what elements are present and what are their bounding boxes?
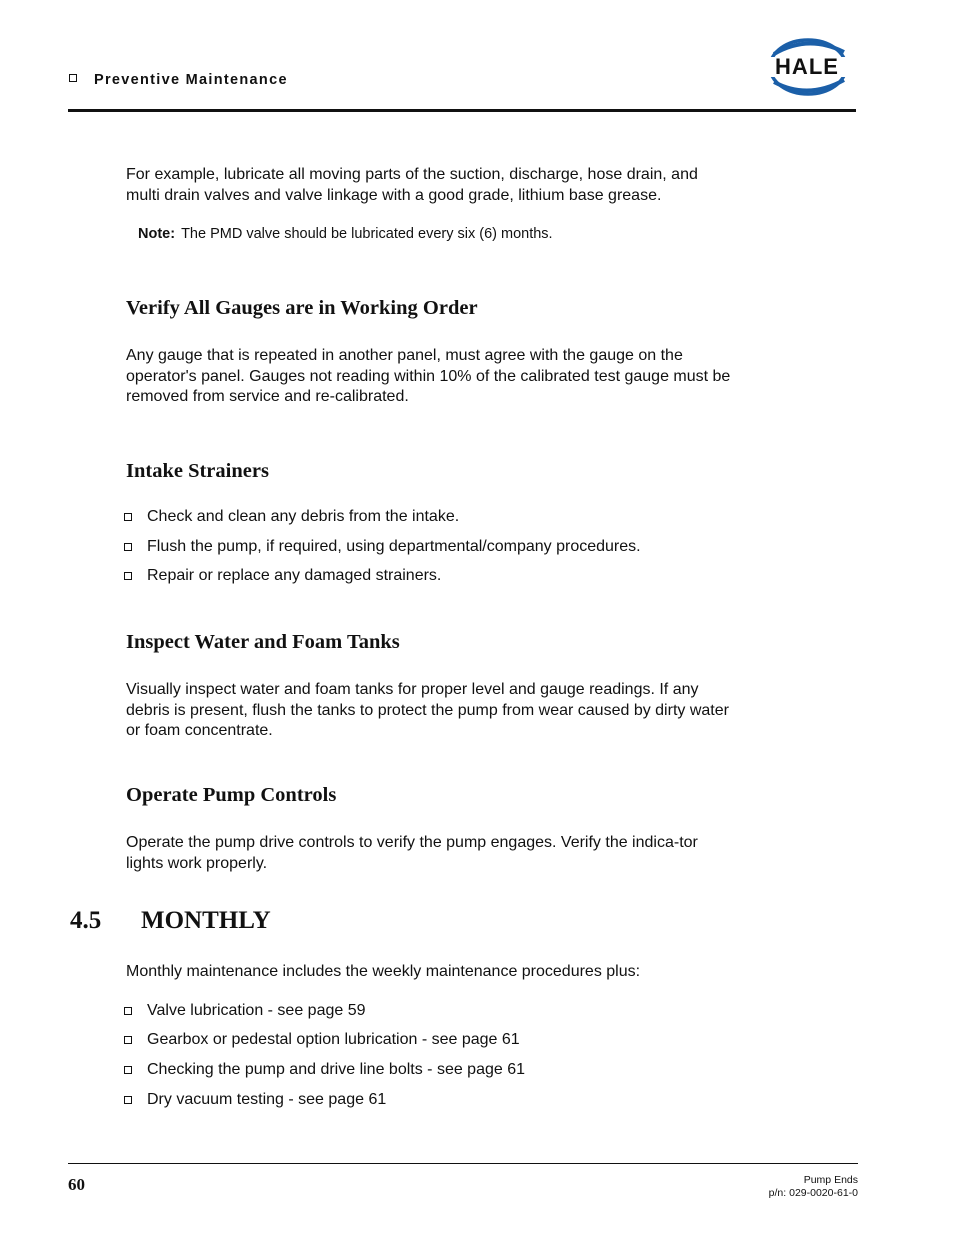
intro-paragraph: For example, lubricate all moving parts of the suction, discharge, hose drain, and multi drain valves and valve linkage with a good grade, lithium base grease. — [126, 166, 698, 204]
checkbox-bullet-icon — [124, 1096, 132, 1104]
list-item: Gearbox or pedestal option lubrication - see page 61 — [124, 1031, 520, 1049]
list-item: Checking the pump and drive line bolts - see page 61 — [124, 1061, 525, 1079]
list-item: Check and clean any debris from the intake. — [124, 508, 459, 526]
note-text: The PMD valve should be lubricated every six (6) months. — [181, 226, 553, 242]
note-label: Note: — [138, 226, 176, 242]
page-number: 60 — [68, 1175, 85, 1194]
checkbox-bullet-icon — [124, 1007, 132, 1015]
monthly-intro: Monthly maintenance includes the weekly maintenance procedures plus: — [126, 963, 641, 980]
checkbox-bullet-icon — [124, 1066, 132, 1074]
part-number: p/n: 029-0020-61-0 — [768, 1187, 858, 1199]
controls-paragraph: Operate the pump drive controls to verify the pump engages. Verify the indica-tor lights work properly. — [126, 834, 698, 872]
list-item: Repair or replace any damaged strainers. — [124, 567, 441, 585]
heading-controls: Operate Pump Controls — [126, 784, 337, 806]
note — [138, 226, 553, 242]
list-item: Valve lubrication - see page 59 — [124, 1002, 366, 1020]
gauges-paragraph: Any gauge that is repeated in another panel, must agree with the gauge on the operator's panel. Gauges not reading within 10% of the calibrated test gauge must be removed from service and re-calibrated. — [126, 347, 731, 405]
header-rule — [68, 109, 856, 112]
list-item: Flush the pump, if required, using departmental/company procedures. — [124, 538, 641, 556]
heading-strainers: Intake Strainers — [126, 460, 269, 482]
checkbox-bullet-icon — [124, 513, 132, 521]
checkbox-bullet-icon — [124, 1036, 132, 1044]
tanks-paragraph: Visually inspect water and foam tanks for proper level and gauge readings. If any debris is present, flush the tanks to protect the pump from wear caused by dirty water or foam concentrate. — [126, 681, 729, 739]
hale-logo — [756, 32, 856, 102]
checkbox-bullet-icon — [124, 572, 132, 580]
checkbox-bullet-icon — [124, 543, 132, 551]
heading-tanks: Inspect Water and Foam Tanks — [126, 631, 400, 653]
header-bullet-icon — [69, 74, 77, 82]
footer-info — [769, 1174, 858, 1200]
list-item: Dry vacuum testing - see page 61 — [124, 1091, 386, 1109]
running-header: Preventive Maintenance — [94, 72, 288, 88]
logo-text: HALE — [775, 54, 839, 79]
footer-rule — [68, 1163, 858, 1164]
section-title: MONTHLY — [141, 907, 271, 934]
section-number: 4.5 — [70, 907, 102, 934]
doc-title: Pump Ends — [803, 1174, 858, 1186]
heading-gauges: Verify All Gauges are in Working Order — [126, 297, 478, 319]
